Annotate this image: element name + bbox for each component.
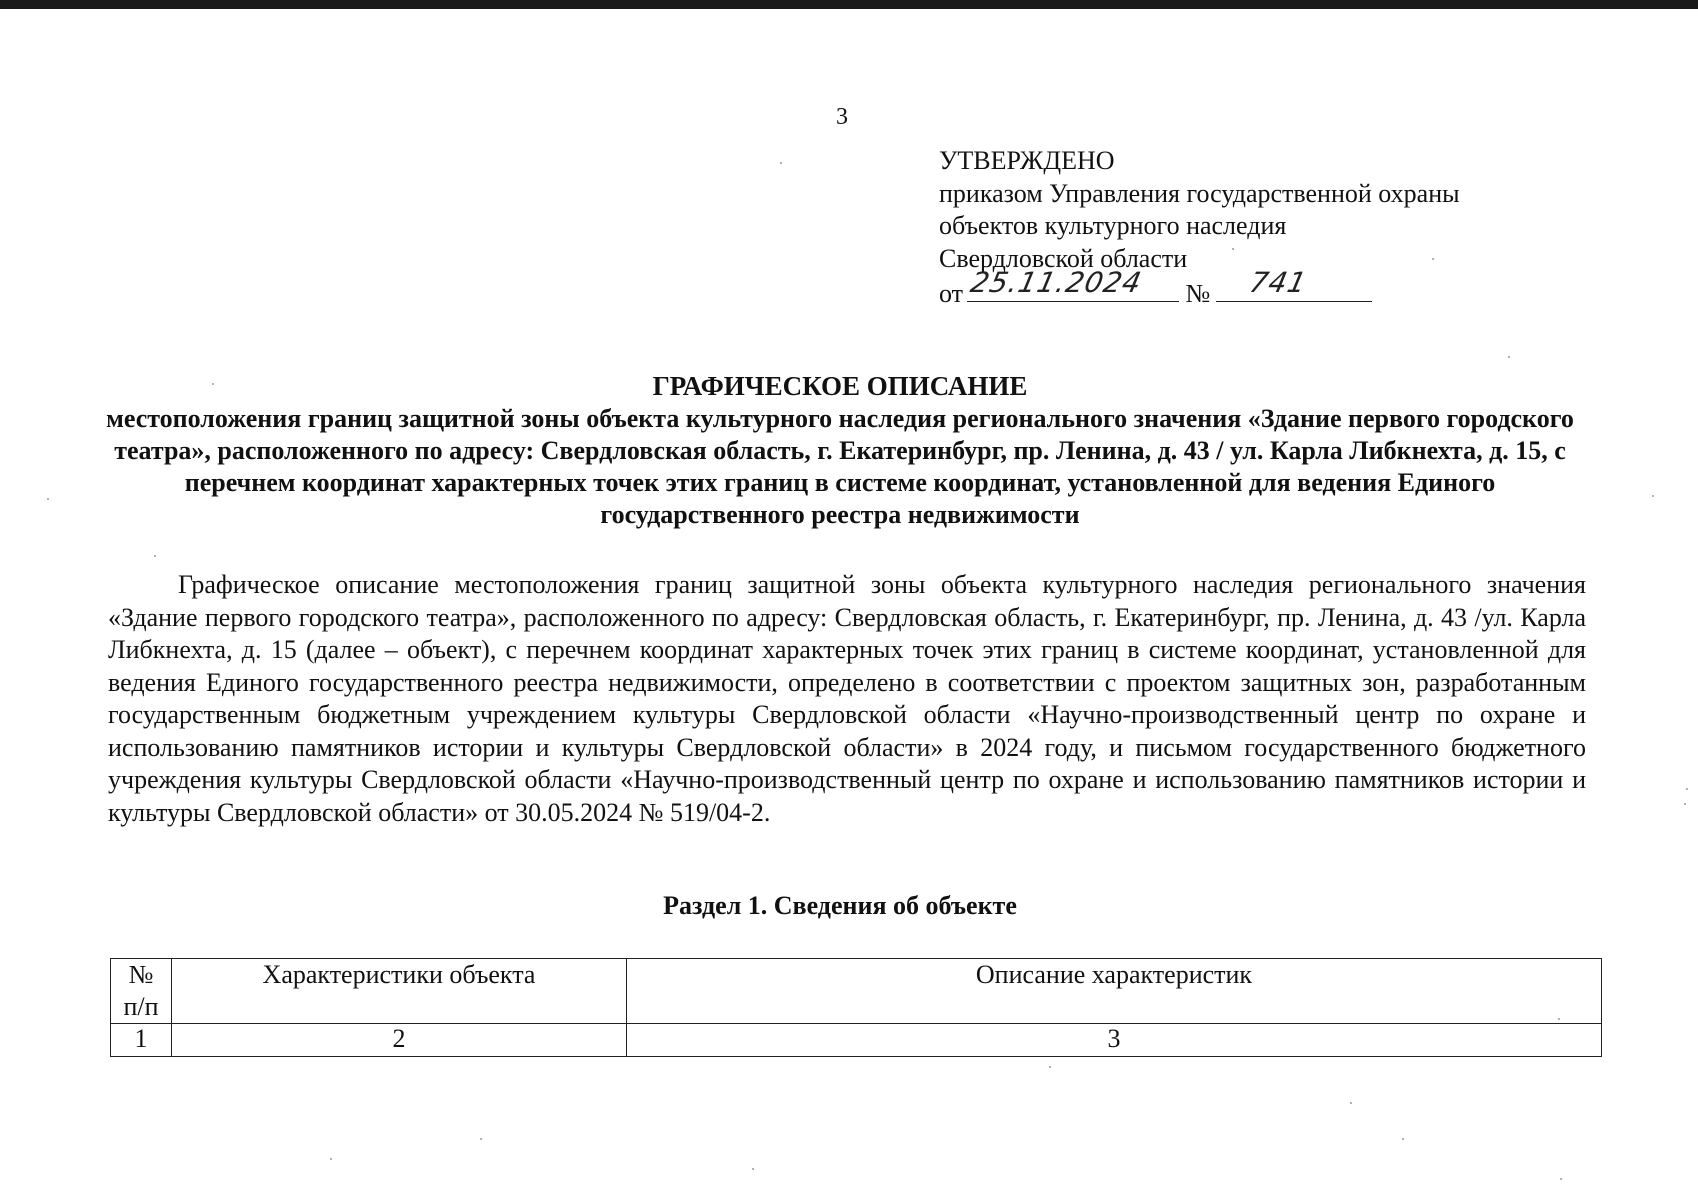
document-subtitle: местоположения границ защитной зоны объекта культурного наследия регионального значения «Здание первого городского театра», расположенного по адресу: Свердловская область, г. Екатеринбург, пр. Ленина, д. 43 / ул. Карла Либкнехта, д. 15, с перечнем координат характерных точек этих границ в системе координат, установленной для ведения Единого государственного реестра недвижимости bbox=[106, 404, 1574, 529]
table-header-cell: Характеристики объекта bbox=[172, 959, 627, 1024]
table-cell: 2 bbox=[172, 1024, 627, 1057]
table-header-cell: № п/п bbox=[111, 959, 172, 1024]
scan-top-edge bbox=[0, 0, 1698, 9]
table-cell: 1 bbox=[111, 1024, 172, 1057]
document-title-block bbox=[100, 370, 1580, 531]
approval-date-number-line bbox=[939, 265, 1460, 311]
approval-line-2: объектов культурного наследия bbox=[939, 211, 1287, 240]
date-prefix: от bbox=[939, 279, 964, 308]
approval-heading: УТВЕРЖДЕНО bbox=[939, 146, 1115, 175]
date-field bbox=[967, 265, 1179, 302]
body-paragraph: Графическое описание местоположения границ защитной зоны объекта культурного наследия регионального значения «Здание первого городского театра», расположенного по адресу: Свердловская область, г. Екатеринбург, пр. Ленина, д. 43 /ул. Карла Либкнехта, д. 15 (далее – объект), с перечнем координат характерных точек этих границ в системе координат, установленной для ведения Единого государственного реестра недвижимости, определено в соответствии с проектом защитных зон, разработанным государственным бюджетным учреждением культуры Свердловской области «Научно-производственный центр по охране и использованию памятников истории и культуры Свердловской области» в 2024 году, и письмом государственного бюджетного учреждения культуры Свердловской области «Научно-производственный центр по охране и использованию памятников истории и культуры Свердловской области» от 30.05.2024 № 519/04-2. bbox=[108, 570, 1586, 827]
handwritten-number: 741 bbox=[1246, 265, 1311, 299]
document-title: ГРАФИЧЕСКОЕ ОПИСАНИЕ bbox=[652, 371, 1028, 401]
approval-stamp-block bbox=[939, 145, 1460, 311]
number-field bbox=[1216, 265, 1372, 302]
table-cell: 3 bbox=[627, 1024, 1602, 1057]
approval-line-1: приказом Управления государственной охраны bbox=[939, 178, 1460, 208]
handwritten-date: 25.11.2024 bbox=[967, 265, 1146, 299]
table-numbering-row bbox=[111, 1024, 1602, 1057]
approval-line-3: Свердловской области bbox=[939, 243, 1188, 273]
table-header-row bbox=[111, 959, 1602, 1024]
section-heading: Раздел 1. Сведения об объекте bbox=[663, 891, 1017, 920]
page-number: 3 bbox=[836, 104, 848, 130]
number-prefix: № bbox=[1185, 279, 1211, 308]
table-header-cell: Описание характеристик bbox=[627, 959, 1602, 1024]
object-info-table bbox=[110, 958, 1602, 1057]
